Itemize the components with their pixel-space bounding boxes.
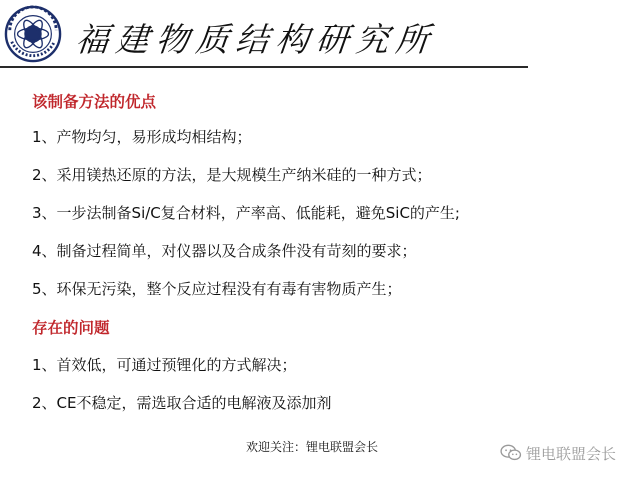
problems-heading: 存在的问题	[32, 319, 110, 337]
advantage-item-5: 5、环保无污染，整个反应过程没有有毒有害物质产生；	[32, 280, 402, 298]
advantages-heading: 该制备方法的优点	[32, 93, 157, 111]
advantage-item-1: 1、产物均匀，易形成均相结构；	[32, 128, 252, 146]
institute-name: 福建物质结构研究所	[73, 20, 438, 59]
cas-institute-seal-icon	[4, 5, 62, 63]
slide-header	[0, 0, 640, 70]
advantage-item-2: 2、采用镁热还原的方法，是大规模生产纳米硅的一种方式；	[32, 166, 432, 184]
advantage-item-4: 4、制备过程简单，对仪器以及合成条件没有苛刻的要求；	[32, 242, 417, 260]
watermark-text: 锂电联盟会长	[526, 444, 617, 463]
header-divider	[0, 66, 528, 68]
advantage-item-3: 3、一步法制备Si/C复合材料，产率高、低能耗，避免SiC的产生;	[32, 204, 460, 222]
problem-item-2: 2、CE不稳定，需选取合适的电解液及添加剂	[32, 394, 332, 412]
follow-caption: 欢迎关注：锂电联盟会长	[246, 440, 379, 454]
wechat-icon	[500, 444, 522, 462]
problem-item-1: 1、首效低，可通过预锂化的方式解决；	[32, 356, 297, 374]
watermark	[500, 440, 616, 466]
